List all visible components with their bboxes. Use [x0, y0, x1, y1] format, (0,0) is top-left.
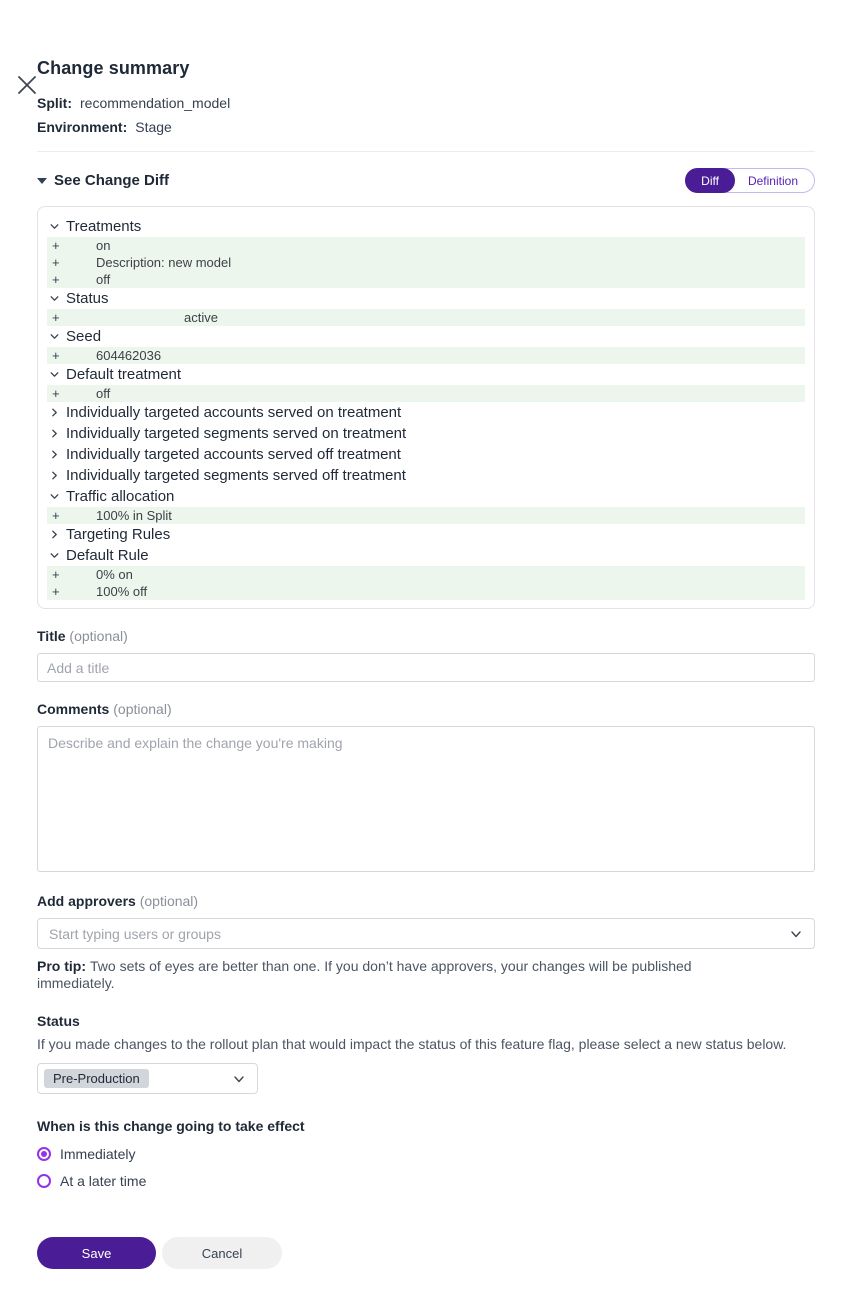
diff-section-label: Status [66, 290, 109, 307]
title-input[interactable] [37, 653, 815, 682]
status-selected-tag: Pre-Production [44, 1069, 149, 1088]
diff-added-value: 100% in Split [96, 508, 172, 523]
diff-added-row [47, 309, 805, 326]
status-select[interactable] [37, 1063, 258, 1094]
divider [37, 151, 815, 152]
diff-section-header[interactable] [47, 364, 805, 385]
plus-icon: + [52, 508, 60, 523]
diff-added-row [47, 254, 805, 271]
diff-section-header[interactable] [47, 423, 805, 444]
approvers-optional-label: (optional) [139, 893, 199, 909]
approvers-field-label: Add approvers (optional) [37, 893, 199, 909]
diff-section-label: Treatments [66, 218, 142, 235]
diff-added-value: 100% off [96, 584, 148, 599]
plus-icon: + [52, 238, 60, 253]
diff-section-label: Traffic allocation [66, 488, 175, 505]
split-value: recommendation_model [80, 95, 231, 111]
diff-added-row [47, 583, 805, 600]
chevron-down-icon [49, 491, 60, 502]
comments-field-label: Comments (optional) [37, 701, 172, 717]
plus-icon: + [52, 348, 60, 363]
diff-section-header[interactable] [47, 524, 805, 545]
chevron-right-icon [49, 428, 60, 439]
chevron-down-icon [49, 293, 60, 304]
status-heading: Status [37, 1013, 80, 1029]
title-optional-label: (optional) [69, 628, 128, 644]
title-field-label: Title (optional) [37, 628, 128, 644]
diff-added-value: off [96, 386, 111, 401]
plus-icon: + [52, 272, 60, 287]
environment-meta-row [37, 119, 815, 135]
diff-section-header[interactable] [47, 486, 805, 507]
effect-heading: When is this change going to take effect [37, 1118, 305, 1134]
chevron-down-icon [49, 221, 60, 232]
diff-section-label: Individually targeted accounts served off treatment [66, 446, 401, 463]
diff-added-row [47, 507, 805, 524]
pro-tip-text: Pro tip: Two sets of eyes are better than one. If you don’t have approvers, your changes will be published immediately. [37, 958, 692, 991]
environment-value: Stage [135, 119, 172, 135]
save-button[interactable]: Save [37, 1237, 156, 1269]
diff-section-header[interactable] [47, 288, 805, 309]
diff-added-value: active [184, 310, 218, 325]
diff-tab[interactable]: Diff [685, 168, 735, 193]
plus-icon: + [52, 386, 60, 401]
close-icon[interactable] [16, 74, 38, 96]
plus-icon: + [52, 255, 60, 270]
chevron-down-icon [49, 331, 60, 342]
diff-section-header[interactable] [47, 326, 805, 347]
definition-tab[interactable]: Definition [723, 168, 815, 193]
plus-icon: + [52, 584, 60, 599]
chevron-down-icon [49, 369, 60, 380]
diff-section-label: Default Rule [66, 547, 149, 564]
radio-immediately-label: Immediately [60, 1146, 136, 1162]
see-change-diff-toggle[interactable] [37, 172, 169, 189]
diff-section-label: Individually targeted accounts served on treatment [66, 404, 402, 421]
radio-at-a-later-time[interactable] [37, 1173, 815, 1189]
diff-added-value: on [96, 238, 111, 253]
diff-added-row [47, 237, 805, 254]
diff-section-header[interactable] [47, 545, 805, 566]
cancel-button[interactable]: Cancel [162, 1237, 282, 1269]
status-description: If you made changes to the rollout plan that would impact the status of this feature flag, please select a new status below. [37, 1036, 787, 1052]
comments-optional-label: (optional) [113, 701, 172, 717]
split-label: Split: [37, 95, 72, 111]
environment-label: Environment: [37, 119, 128, 135]
diff-added-value: 0% on [96, 567, 133, 582]
pro-tip-label: Pro tip: [37, 958, 86, 974]
radio-later-label: At a later time [60, 1173, 147, 1189]
radio-button-icon [37, 1147, 51, 1161]
approvers-placeholder: Start typing users or groups [49, 925, 221, 942]
chevron-right-icon [49, 449, 60, 460]
approvers-select[interactable] [37, 918, 815, 949]
plus-icon: + [52, 310, 60, 325]
chevron-down-icon [232, 1072, 246, 1086]
see-change-diff-label: See Change Diff [54, 172, 170, 189]
comments-textarea[interactable] [37, 726, 815, 872]
diff-section-label: Default treatment [66, 366, 182, 383]
diff-added-row [47, 385, 805, 402]
diff-section-label: Seed [66, 328, 102, 345]
chevron-right-icon [49, 407, 60, 418]
diff-section-label: Targeting Rules [66, 526, 171, 543]
diff-section-label: Individually targeted segments served on treatment [66, 425, 407, 442]
diff-definition-toggle [685, 168, 815, 193]
diff-added-row [47, 271, 805, 288]
diff-section-header[interactable] [47, 444, 805, 465]
chevron-down-icon [49, 550, 60, 561]
split-meta-row [37, 95, 815, 111]
diff-added-value: off [96, 272, 111, 287]
change-diff-panel [37, 206, 815, 609]
page-title: Change summary [37, 58, 190, 78]
diff-added-row [47, 347, 805, 364]
diff-section-header[interactable] [47, 465, 805, 486]
diff-section-header[interactable] [47, 216, 805, 237]
diff-section-label: Individually targeted segments served off treatment [66, 467, 406, 484]
diff-section-header[interactable] [47, 402, 805, 423]
chevron-right-icon [49, 529, 60, 540]
diff-added-value: 604462036 [96, 348, 162, 363]
radio-button-icon [37, 1174, 51, 1188]
radio-immediately[interactable] [37, 1146, 815, 1162]
diff-added-row [47, 566, 805, 583]
chevron-right-icon [49, 470, 60, 481]
plus-icon: + [52, 567, 60, 582]
diff-added-value: Description: new model [96, 255, 232, 270]
chevron-down-icon [789, 927, 803, 941]
triangle-down-icon [37, 178, 47, 184]
